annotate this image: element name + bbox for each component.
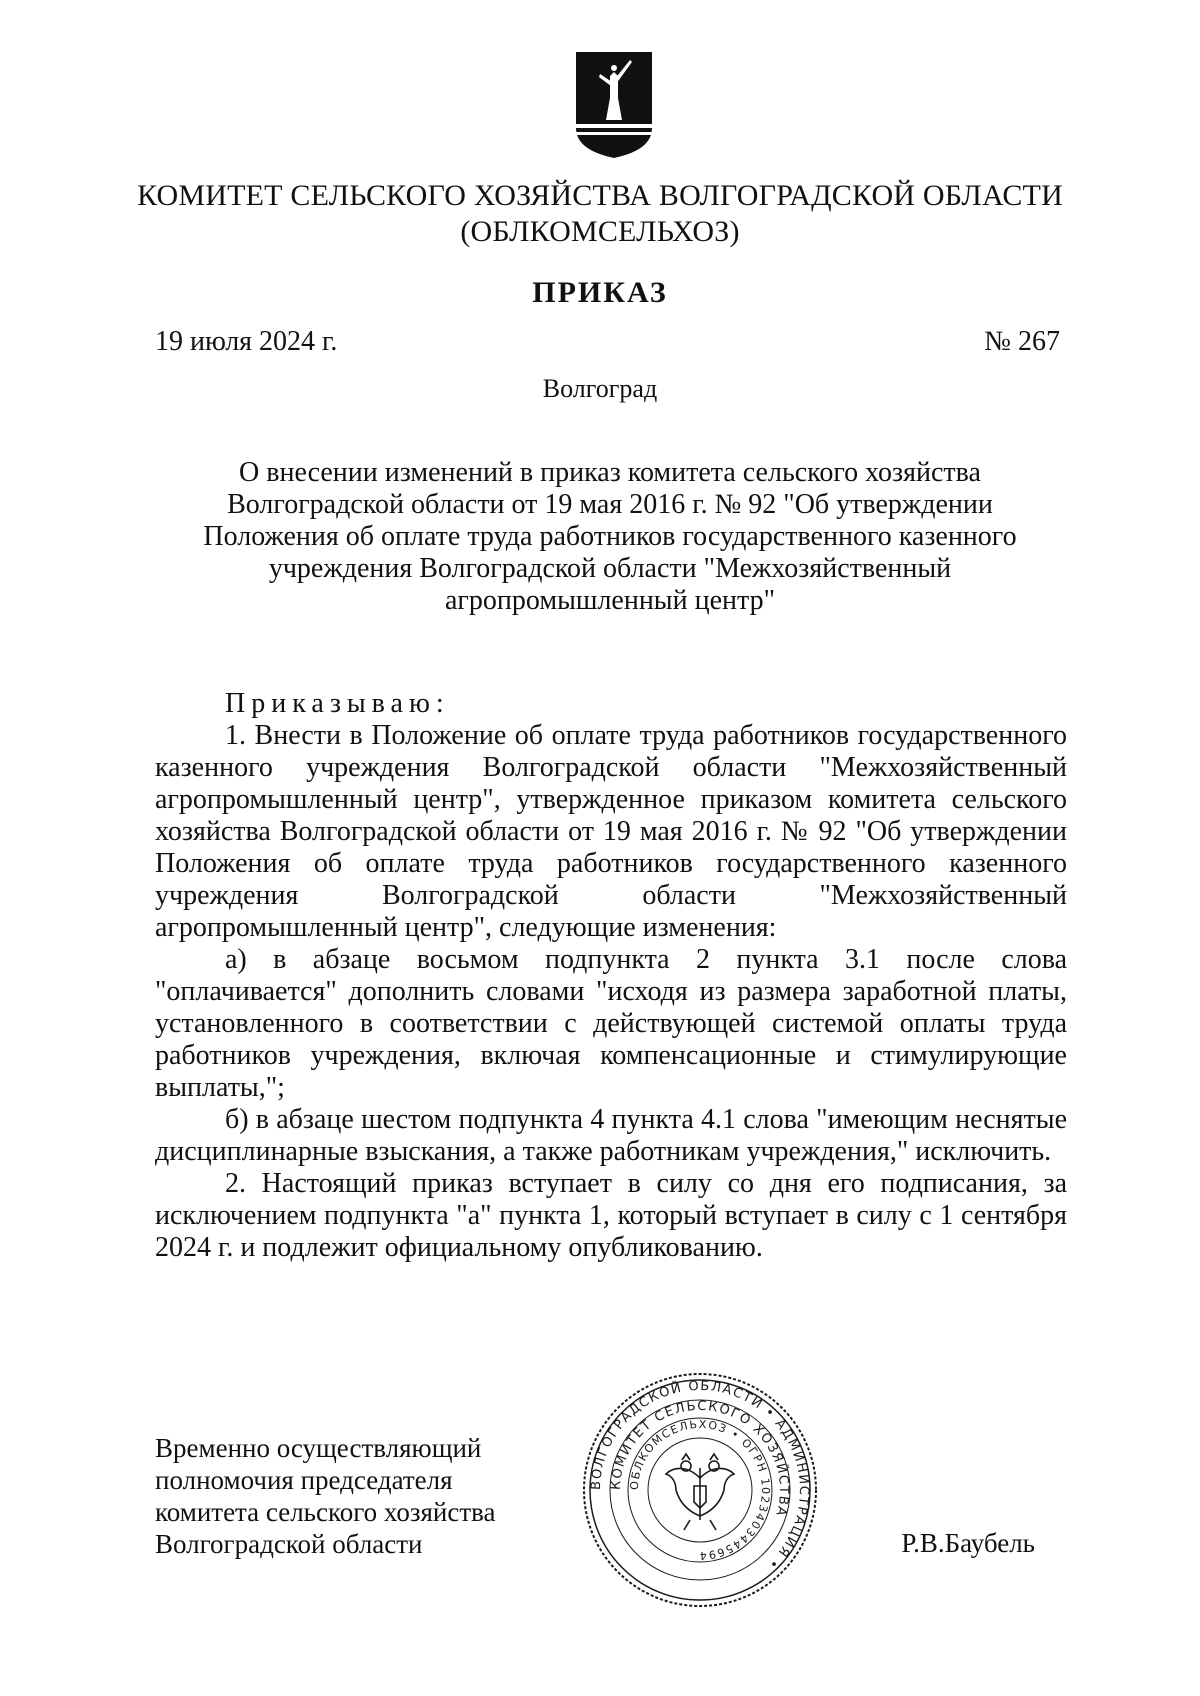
signatory-title-line: Волгоградской области <box>155 1529 423 1559</box>
subject-line: Положения об оплате труда работников государственного казенного <box>203 521 1017 552</box>
double-headed-eagle-icon <box>666 1454 734 1530</box>
document-subject <box>150 457 1070 617</box>
subject-line: О внесении изменений в приказ комитета сельского хозяйства <box>239 457 981 488</box>
subject-line: агропромышленный центр" <box>444 585 776 616</box>
subject-line: учреждения Волгоградской области "Межхозяйственный <box>268 553 952 584</box>
subject-line: Волгоградской области от 19 мая 2016 г. № 92 "Об утверждении <box>227 489 993 520</box>
paragraph-1a: а) в абзаце восьмом подпункта 2 пункта 3.1 после слова "оплачивается" дополнить словами "исходя из размера заработной платы, установленного в соответствии с действующей системой оплаты труда работников учреждения, включая компенсационные и стимулирующие выплаты,"; <box>155 944 1067 1103</box>
document-city: Волгоград <box>542 374 658 403</box>
signatory-title <box>155 1432 496 1560</box>
document-type: ПРИКАЗ <box>532 276 668 309</box>
signatory-name: Р.В.Баубель <box>901 1528 1035 1558</box>
signatory-title-line: комитета сельского хозяйства <box>155 1497 496 1527</box>
volgograd-coat-of-arms-icon <box>574 50 654 160</box>
document-number: № 267 <box>984 326 1060 357</box>
paragraph-1b: б) в абзаце шестом подпункта 4 пункта 4.1 слова "имеющим неснятые дисциплинарные взыскания, а также работникам учреждения," исключить. <box>155 1104 1067 1167</box>
organization-name-line1: КОМИТЕТ СЕЛЬСКОГО ХОЗЯЙСТВА ВОЛГОГРАДСКОЙ ОБЛАСТИ <box>137 179 1063 212</box>
organization-name-line2: (ОБЛКОМСЕЛЬХОЗ) <box>460 215 740 248</box>
paragraph-2: 2. Настоящий приказ вступает в силу со дня его подписания, за исключением подпункта "а" пункта 1, который вступает в силу с 1 сентября 2024 г. и подлежит официальному опубликованию. <box>155 1168 1067 1263</box>
preamble: Приказываю: <box>225 688 450 719</box>
seal-outer-text: ВОЛГОГРАДСКОЙ ОБЛАСТИ • АДМИНИСТРАЦИЯ • <box>588 1378 812 1573</box>
seal-core-text: ОБЛКОМСЕЛЬХОЗ • ОГРН 1023403445694 <box>627 1417 773 1563</box>
paragraph-1: 1. Внести в Положение об оплате труда работников государственного казенного учреждения Волгоградской области "Межхозяйственный агропромышленный центр", утвержденное приказом комитета сельского хозяйства Волгоградской области от 19 мая 2016 г. № 92 "Об утверждении Положения об оплате труда работников государственного казенного учреждения Волгоградской области "Межхозяйственный агропромышленный центр", следующие изменения: <box>155 720 1067 943</box>
seal-inner-text: КОМИТЕТ СЕЛЬСКОГО ХОЗЯЙСТВА <box>608 1398 792 1519</box>
document-body <box>155 688 1067 1264</box>
official-seal <box>580 1370 820 1610</box>
document-date: 19 июля 2024 г. <box>155 326 338 357</box>
signatory-title-line: Временно осуществляющий <box>155 1433 482 1463</box>
organization-name <box>100 178 1100 250</box>
signatory-title-line: полномочия председателя <box>155 1465 453 1495</box>
